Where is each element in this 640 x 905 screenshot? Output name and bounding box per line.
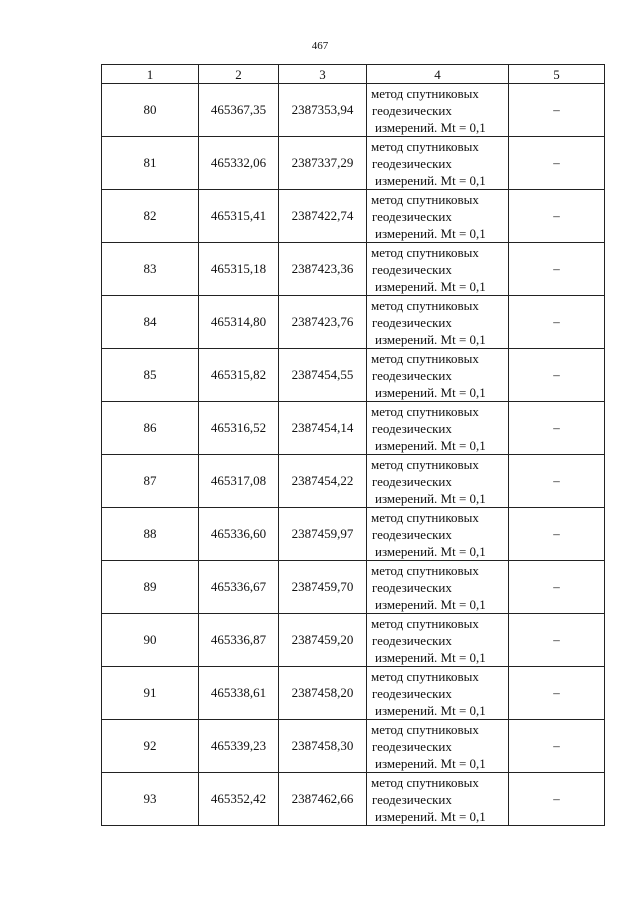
- method-line: измерений. Mt = 0,1: [375, 808, 486, 824]
- y-coordinate-cell: 2387422,74: [279, 190, 367, 243]
- method-line: метод спутниковых: [371, 191, 479, 207]
- method-cell: [367, 190, 509, 243]
- method-line: геодезических: [372, 155, 452, 171]
- y-coordinate-cell: 2387353,94: [279, 84, 367, 137]
- y-coordinate-cell: 2387423,36: [279, 243, 367, 296]
- y-coordinate-cell: 2387337,29: [279, 137, 367, 190]
- y-coordinate-cell: 2387462,66: [279, 773, 367, 826]
- note-cell: –: [509, 455, 605, 508]
- y-coordinate-cell: 2387459,20: [279, 614, 367, 667]
- method-line: измерений. Mt = 0,1: [375, 596, 486, 612]
- note-cell: –: [509, 243, 605, 296]
- method-line: геодезических: [372, 261, 452, 277]
- method-cell: [367, 137, 509, 190]
- method-line: измерений. Mt = 0,1: [375, 702, 486, 718]
- x-coordinate-cell: 465338,61: [199, 667, 279, 720]
- point-number-cell: 80: [102, 84, 199, 137]
- method-cell: [367, 402, 509, 455]
- note-cell: –: [509, 614, 605, 667]
- table-row: [102, 296, 605, 349]
- table-row: [102, 773, 605, 826]
- method-line: геодезических: [372, 473, 452, 489]
- x-coordinate-cell: 465317,08: [199, 455, 279, 508]
- method-line: измерений. Mt = 0,1: [375, 543, 486, 559]
- method-line: метод спутниковых: [371, 350, 479, 366]
- method-line: метод спутниковых: [371, 615, 479, 631]
- y-coordinate-cell: 2387459,70: [279, 561, 367, 614]
- method-line: геодезических: [372, 314, 452, 330]
- method-cell: [367, 455, 509, 508]
- method-line: геодезических: [372, 579, 452, 595]
- point-number-cell: 85: [102, 349, 199, 402]
- point-number-cell: 89: [102, 561, 199, 614]
- note-cell: –: [509, 720, 605, 773]
- table-row: [102, 402, 605, 455]
- method-line: метод спутниковых: [371, 509, 479, 525]
- method-line: метод спутниковых: [371, 244, 479, 260]
- table-row: [102, 137, 605, 190]
- column-header-3: 3: [279, 65, 367, 84]
- column-header-1: 1: [102, 65, 199, 84]
- note-cell: –: [509, 84, 605, 137]
- method-line: измерений. Mt = 0,1: [375, 225, 486, 241]
- table-row: [102, 190, 605, 243]
- column-header-4: 4: [367, 65, 509, 84]
- note-cell: –: [509, 508, 605, 561]
- method-line: геодезических: [372, 791, 452, 807]
- x-coordinate-cell: 465352,42: [199, 773, 279, 826]
- method-line: геодезических: [372, 420, 452, 436]
- point-number-cell: 82: [102, 190, 199, 243]
- method-cell: [367, 720, 509, 773]
- method-line: метод спутниковых: [371, 668, 479, 684]
- table-row: [102, 667, 605, 720]
- point-number-cell: 93: [102, 773, 199, 826]
- method-cell: [367, 84, 509, 137]
- method-line: геодезических: [372, 102, 452, 118]
- method-line: измерений. Mt = 0,1: [375, 119, 486, 135]
- note-cell: –: [509, 349, 605, 402]
- method-line: измерений. Mt = 0,1: [375, 490, 486, 506]
- method-line: измерений. Mt = 0,1: [375, 278, 486, 294]
- table-row: [102, 720, 605, 773]
- note-cell: –: [509, 137, 605, 190]
- method-line: измерений. Mt = 0,1: [375, 384, 486, 400]
- x-coordinate-cell: 465367,35: [199, 84, 279, 137]
- method-cell: [367, 773, 509, 826]
- point-number-cell: 81: [102, 137, 199, 190]
- method-cell: [367, 561, 509, 614]
- method-line: метод спутниковых: [371, 297, 479, 313]
- table-row: [102, 349, 605, 402]
- method-cell: [367, 349, 509, 402]
- method-line: метод спутниковых: [371, 774, 479, 790]
- point-number-cell: 87: [102, 455, 199, 508]
- method-line: измерений. Mt = 0,1: [375, 331, 486, 347]
- method-line: геодезических: [372, 526, 452, 542]
- header-row: [102, 65, 605, 84]
- method-line: измерений. Mt = 0,1: [375, 172, 486, 188]
- note-cell: –: [509, 296, 605, 349]
- method-line: геодезических: [372, 685, 452, 701]
- x-coordinate-cell: 465336,87: [199, 614, 279, 667]
- table-row: [102, 561, 605, 614]
- note-cell: –: [509, 773, 605, 826]
- method-cell: [367, 667, 509, 720]
- x-coordinate-cell: 465336,60: [199, 508, 279, 561]
- point-number-cell: 92: [102, 720, 199, 773]
- x-coordinate-cell: 465332,06: [199, 137, 279, 190]
- column-header-5: 5: [509, 65, 605, 84]
- method-line: метод спутниковых: [371, 85, 479, 101]
- x-coordinate-cell: 465315,82: [199, 349, 279, 402]
- table-row: [102, 455, 605, 508]
- method-line: измерений. Mt = 0,1: [375, 755, 486, 771]
- point-number-cell: 84: [102, 296, 199, 349]
- x-coordinate-cell: 465339,23: [199, 720, 279, 773]
- x-coordinate-cell: 465336,67: [199, 561, 279, 614]
- point-number-cell: 90: [102, 614, 199, 667]
- table-body: [102, 84, 605, 826]
- method-line: метод спутниковых: [371, 138, 479, 154]
- method-line: метод спутниковых: [371, 721, 479, 737]
- y-coordinate-cell: 2387454,55: [279, 349, 367, 402]
- method-line: геодезических: [372, 367, 452, 383]
- column-header-2: 2: [199, 65, 279, 84]
- note-cell: –: [509, 561, 605, 614]
- note-cell: –: [509, 190, 605, 243]
- method-line: метод спутниковых: [371, 456, 479, 472]
- point-number-cell: 83: [102, 243, 199, 296]
- y-coordinate-cell: 2387454,14: [279, 402, 367, 455]
- x-coordinate-cell: 465315,41: [199, 190, 279, 243]
- method-line: метод спутниковых: [371, 403, 479, 419]
- method-cell: [367, 508, 509, 561]
- note-cell: –: [509, 667, 605, 720]
- x-coordinate-cell: 465314,80: [199, 296, 279, 349]
- point-number-cell: 88: [102, 508, 199, 561]
- coordinates-table: [101, 64, 605, 826]
- point-number-cell: 86: [102, 402, 199, 455]
- y-coordinate-cell: 2387454,22: [279, 455, 367, 508]
- table-row: [102, 508, 605, 561]
- y-coordinate-cell: 2387459,97: [279, 508, 367, 561]
- point-number-cell: 91: [102, 667, 199, 720]
- x-coordinate-cell: 465316,52: [199, 402, 279, 455]
- y-coordinate-cell: 2387458,20: [279, 667, 367, 720]
- method-line: метод спутниковых: [371, 562, 479, 578]
- table-row: [102, 243, 605, 296]
- y-coordinate-cell: 2387423,76: [279, 296, 367, 349]
- method-line: геодезических: [372, 632, 452, 648]
- method-cell: [367, 614, 509, 667]
- table-header: [102, 65, 605, 84]
- method-line: измерений. Mt = 0,1: [375, 649, 486, 665]
- method-line: геодезических: [372, 738, 452, 754]
- method-cell: [367, 243, 509, 296]
- method-line: измерений. Mt = 0,1: [375, 437, 486, 453]
- table-row: [102, 614, 605, 667]
- y-coordinate-cell: 2387458,30: [279, 720, 367, 773]
- page-number: 467: [311, 40, 329, 52]
- method-cell: [367, 296, 509, 349]
- method-line: геодезических: [372, 208, 452, 224]
- table-row: [102, 84, 605, 137]
- note-cell: –: [509, 402, 605, 455]
- x-coordinate-cell: 465315,18: [199, 243, 279, 296]
